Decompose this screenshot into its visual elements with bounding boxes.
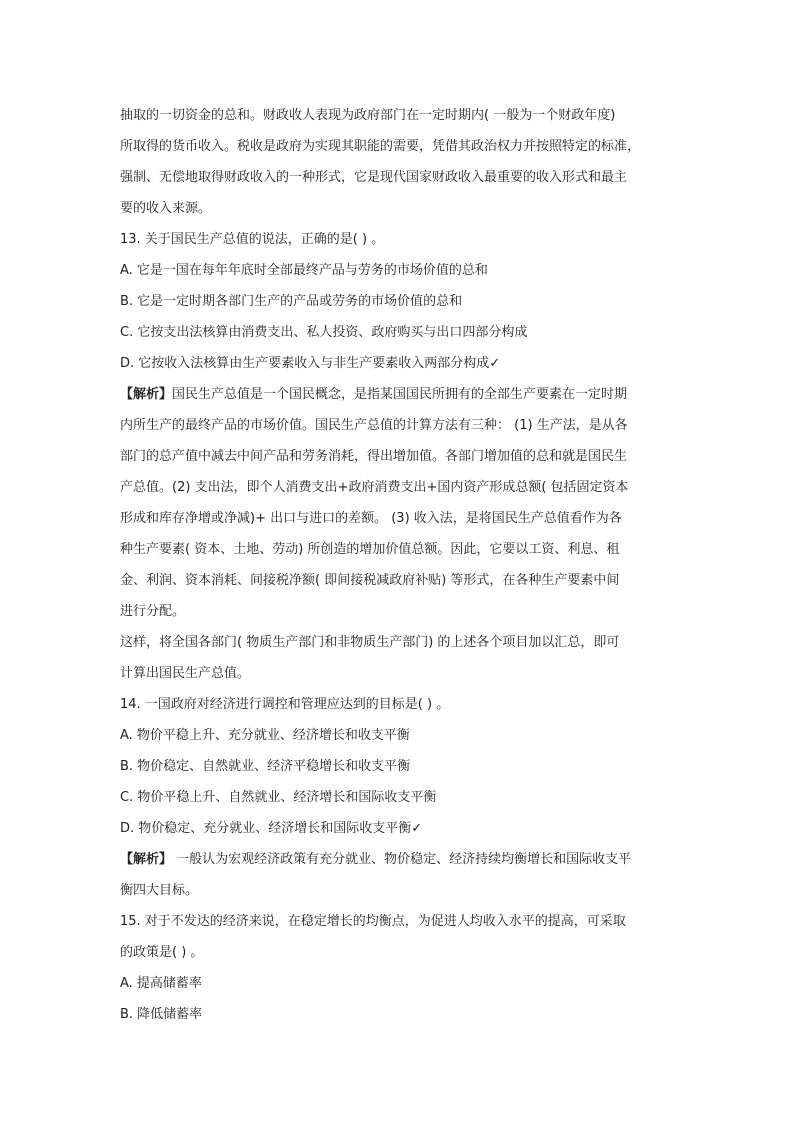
- q14-analysis-line: [120, 844, 680, 875]
- intro-line: 抽取的一切资金的总和。财政收人表现为政府部门在一定时期内( 一般为一个财政年度): [120, 108, 616, 123]
- q13-analysis-line: 部门的总产值中减去中间产品和劳务消耗，得出增加值。各部门增加值的总和就是国民生: [120, 449, 628, 464]
- q14-analysis-text: 一般认为宏观经济政策有充分就业、物价稳定、经济持续均衡增长和国际收支平: [172, 852, 632, 867]
- q13-analysis-label: 【解析】: [120, 387, 173, 402]
- question-13: 13. 关于国民生产总值的说法，正确的是( ) 。: [120, 232, 385, 247]
- q13-analysis-line: 进行分配。: [120, 604, 186, 619]
- q14-option-d: [120, 813, 680, 844]
- q13-analysis-text: 国民生产总值是一个国民概念，是指某国国民所拥有的全部生产要素在一定时期: [172, 387, 628, 402]
- q13-option-c: C. 它按支出法核算由消费支出、私人投资、政府购买与出口四部分构成: [120, 325, 528, 340]
- checkmark-icon: ✓: [411, 821, 423, 836]
- q14-option-d-text: D. 物价稳定、充分就业、经济增长和国际收支平衡: [120, 821, 412, 836]
- q13-analysis-line: [120, 379, 680, 410]
- document-body: [120, 100, 680, 1030]
- q13-option-d: [120, 348, 680, 379]
- q14-analysis-line: 衡四大目标。: [120, 883, 199, 898]
- q13-analysis-line: 种生产要素( 资本、土地、劳动) 所创造的增加价值总额。因此，它要以工资、利息、租: [120, 542, 620, 557]
- q15-option-b: B. 降低储蓄率: [120, 1007, 203, 1022]
- q13-analysis-line: 计算出国民生产总值。: [120, 666, 251, 681]
- q13-analysis-line: 形成和库存净增或净减)+ 出口与进口的差额。 (3) 收入法，是将国民生产总值看作为各: [120, 511, 622, 526]
- q13-analysis-line: 内所生产的最终产品的市场价值。国民生产总值的计算方法有三种： (1) 生产法，是从各: [120, 418, 628, 433]
- q14-analysis-label: 【解析】: [120, 852, 173, 867]
- q13-option-d-text: D. 它按收入法核算由生产要素收入与非生产要素收入两部分构成: [120, 356, 490, 371]
- q15-option-a: A. 提高储蓄率: [120, 976, 202, 991]
- q13-analysis-line: 这样，将全国各部门( 物质生产部门和非物质生产部门) 的上述各个项目加以汇总，即可: [120, 635, 620, 650]
- intro-line: 强制、无偿地取得财政收入的一种形式，它是现代国家财政收入最重要的收入形式和最主: [120, 170, 628, 185]
- q14-option-b: B. 物价稳定、自然就业、经济平稳增长和收支平衡: [120, 759, 411, 774]
- q13-option-b: B. 它是一定时期各部门生产的产品或劳务的市场价值的总和: [120, 294, 463, 309]
- q13-analysis-line: 产总值。(2) 支出法，即个人消费支出+政府消费支出+国内资产形成总额( 包括固定资本: [120, 480, 629, 495]
- q14-option-a: A. 物价平稳上升、充分就业、经济增长和收支平衡: [120, 728, 410, 743]
- q13-option-a: A. 它是一国在每年年底时全部最终产品与劳务的市场价值的总和: [120, 263, 488, 278]
- intro-line: 所取得的货币收入。税收是政府为实现其职能的需要，凭借其政治权力并按照特定的标准，: [120, 139, 641, 154]
- question-15: 15. 对于不发达的经济来说，在稳定增长的均衡点，为促进人均收入水平的提高，可采取: [120, 914, 626, 929]
- question-15-cont: 的政策是( ) 。: [120, 945, 204, 960]
- intro-line: 要的收入来源。: [120, 201, 212, 216]
- checkmark-icon: ✓: [489, 356, 501, 371]
- q13-analysis-line: 金、利润、资本消耗、间接税净额( 即间接税减政府补贴) 等形式，在各种生产要素中间: [120, 573, 620, 588]
- q14-option-c: C. 物价平稳上升、自然就业、经济增长和国际收支平衡: [120, 790, 437, 805]
- question-14: 14. 一国政府对经济进行调控和管理应达到的目标是( ) 。: [120, 697, 450, 712]
